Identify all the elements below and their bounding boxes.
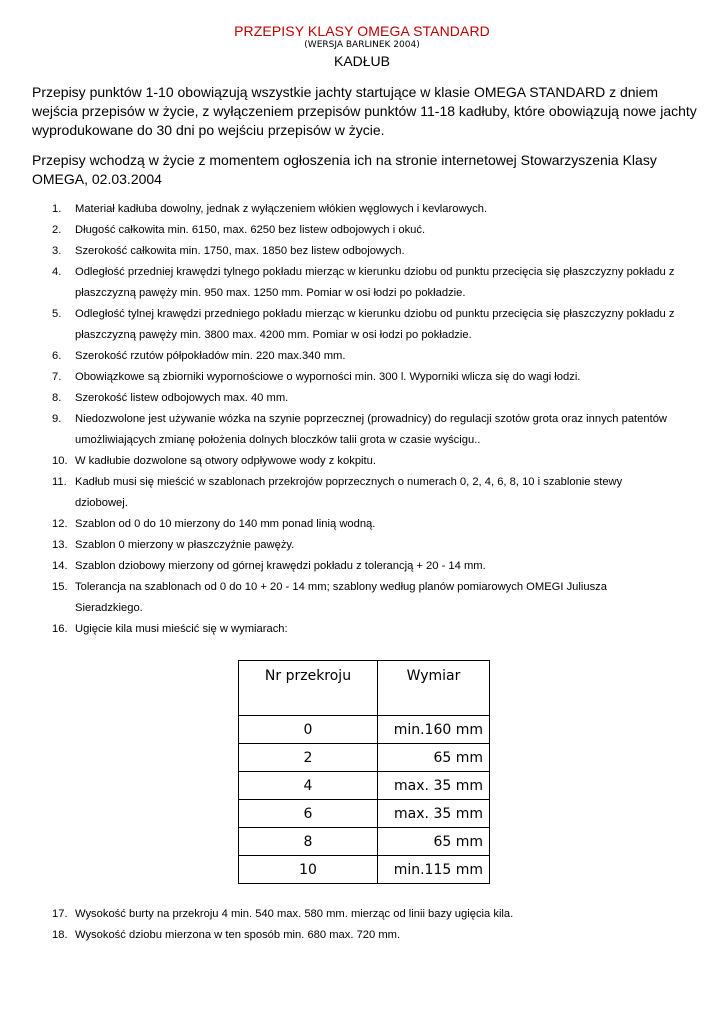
rule-item	[0, 904, 675, 925]
rule-text: Odległość tylnej krawędzi przedniego pokładu mierząc w kierunku dziobu od punktu przecięcia się płaszczyzny pokładu z płaszczyzną pawęży min. 3800 max. 4200 mm. Pomiar w osi łodzi po pokładzie.	[75, 308, 675, 341]
column-header-section: Nr przekroju	[239, 661, 378, 716]
rule-text: Szablon 0 mierzony w płaszczyźnie pawęży.	[75, 539, 295, 551]
rule-number: 17.	[52, 908, 68, 920]
dimension-cell: 65 mm	[378, 744, 490, 772]
dimension-cell: max. 35 mm	[378, 800, 490, 828]
section-number-cell: 4	[239, 772, 378, 800]
rule-text: Szerokość rzutów półpokładów min. 220 max.340 mm.	[75, 350, 346, 362]
rule-item	[0, 451, 675, 472]
rule-item	[0, 577, 675, 619]
rule-item	[0, 409, 675, 451]
rule-item	[0, 556, 675, 577]
section-number-cell: 8	[239, 828, 378, 856]
intro-paragraph-1: Przepisy punktów 1-10 obowiązują wszystkie jachty startujące w klasie OMEGA STANDARD z dniem wejścia przepisów w życie, z wyłączeniem przepisów punktów 11-18 kadłuby, które obowiązują nowe jachty wyprodukowane do 30 dni po wejściu przepisów w życie.	[32, 84, 697, 138]
rule-number: 5.	[52, 308, 62, 320]
rule-number: 7.	[52, 371, 62, 383]
table-row	[239, 716, 490, 744]
rule-text: Odległość przedniej krawędzi tylnego pokładu mierząc w kierunku dziobu od punktu przecięcia się płaszczyzny pokładu z płaszczyzną pawęży min. 950 max. 1250 mm. Pomiar w osi łodzi po pokładzie.	[75, 266, 675, 299]
rule-text: Materiał kadłuba dowolny, jednak z wyłączeniem włókien węglowych i kevlarowych.	[75, 203, 488, 215]
table-row	[239, 744, 490, 772]
section-number-cell: 2	[239, 744, 378, 772]
rule-number: 14.	[52, 560, 68, 572]
rule-text: Niedozwolone jest używanie wózka na szynie poprzecznej (prowadnicy) do regulacji szotów grota oraz innych patentów umożliwiających zmianę położenia dolnych bloczków talii grota w czasie wyścigu..	[75, 413, 668, 446]
rule-text: Szerokość listew odbojowych max. 40 mm.	[75, 392, 289, 404]
rule-text: Szerokość całkowita min. 1750, max. 1850 bez listew odbojowych.	[75, 245, 405, 257]
section-heading: KADŁUB	[333, 53, 391, 69]
dimension-cell: min.115 mm	[378, 856, 490, 884]
table-row	[239, 856, 490, 884]
rule-text: Szablon od 0 do 10 mierzony do 140 mm ponad linią wodną.	[75, 518, 376, 530]
rule-number: 6.	[52, 350, 62, 362]
dimension-cell: max. 35 mm	[378, 772, 490, 800]
rule-item	[0, 241, 675, 262]
table-row	[239, 800, 490, 828]
table-header-row	[239, 661, 490, 716]
rules-list	[0, 199, 724, 640]
rule-text: Obowiązkowe są zbiorniki wypornościowe o wyporności min. 300 l. Wyporniki wlicza się do wagi łodzi.	[75, 371, 581, 383]
table-row	[239, 772, 490, 800]
rule-text: Tolerancja na szablonach od 0 do 10 + 20 - 14 mm; szablony według planów pomiarowych OMEGI Juliusza Sieradzkiego.	[75, 581, 608, 614]
rule-text: Wysokość dziobu mierzona w ten sposób min. 680 max. 720 mm.	[75, 929, 401, 941]
intro-paragraph-2: Przepisy wchodzą w życie z momentem ogłoszenia ich na stronie internetowej Stowarzyszenia Klasy OMEGA, 02.03.2004	[32, 152, 657, 187]
rule-number: 13.	[52, 539, 68, 551]
rule-item	[0, 535, 675, 556]
rule-text: W kadłubie dozwolone są otwory odpływowe wody z kokpitu.	[75, 455, 376, 467]
rule-number: 4.	[52, 266, 62, 278]
keel-deflection-table	[238, 660, 490, 884]
rule-number: 9.	[52, 413, 62, 425]
section-number-cell: 6	[239, 800, 378, 828]
rule-item	[0, 346, 675, 367]
rule-item	[0, 388, 675, 409]
rule-text: Wysokość burty na przekroju 4 min. 540 max. 580 mm. mierząc od linii bazy ugięcia kila.	[75, 908, 514, 920]
rule-text: Szablon dziobowy mierzony od górnej krawędzi pokładu z tolerancją + 20 - 14 mm.	[75, 560, 486, 572]
dimension-cell: 65 mm	[378, 828, 490, 856]
rule-text: Kadłub musi się mieścić w szablonach przekrojów poprzecznych o numerach 0, 2, 4, 6, 8, 10 i szablonie stewy dziobowej.	[75, 476, 623, 509]
rule-number: 3.	[52, 245, 62, 257]
section-number-cell: 0	[239, 716, 378, 744]
table-row	[239, 828, 490, 856]
rule-number: 12.	[52, 518, 68, 530]
rules-list-continued	[0, 904, 724, 946]
rule-number: 16.	[52, 623, 68, 635]
rule-item	[0, 619, 675, 640]
rule-number: 18.	[52, 929, 68, 941]
table-body	[239, 716, 490, 884]
document-version: (WERSJA BARLINEK 2004)	[304, 40, 420, 50]
rule-number: 10.	[52, 455, 68, 467]
rule-item	[0, 472, 675, 514]
section-number-cell: 10	[239, 856, 378, 884]
rule-item	[0, 514, 675, 535]
rule-number: 8.	[52, 392, 62, 404]
document-title: PRZEPISY KLASY OMEGA STANDARD	[234, 23, 490, 39]
rule-number: 1.	[52, 203, 62, 215]
rule-item	[0, 199, 675, 220]
rule-text: Ugięcie kila musi mieścić się w wymiarach:	[75, 623, 288, 635]
rule-item	[0, 925, 675, 946]
rule-item	[0, 367, 675, 388]
column-header-dimension: Wymiar	[378, 661, 490, 716]
dimension-cell: min.160 mm	[378, 716, 490, 744]
rule-item	[0, 220, 675, 241]
rule-number: 15.	[52, 581, 68, 593]
rule-item	[0, 262, 675, 304]
rule-item	[0, 304, 675, 346]
rule-text: Długość całkowita min. 6150, max. 6250 bez listew odbojowych i okuć.	[75, 224, 426, 236]
rule-number: 11.	[52, 476, 67, 488]
rule-number: 2.	[52, 224, 62, 236]
